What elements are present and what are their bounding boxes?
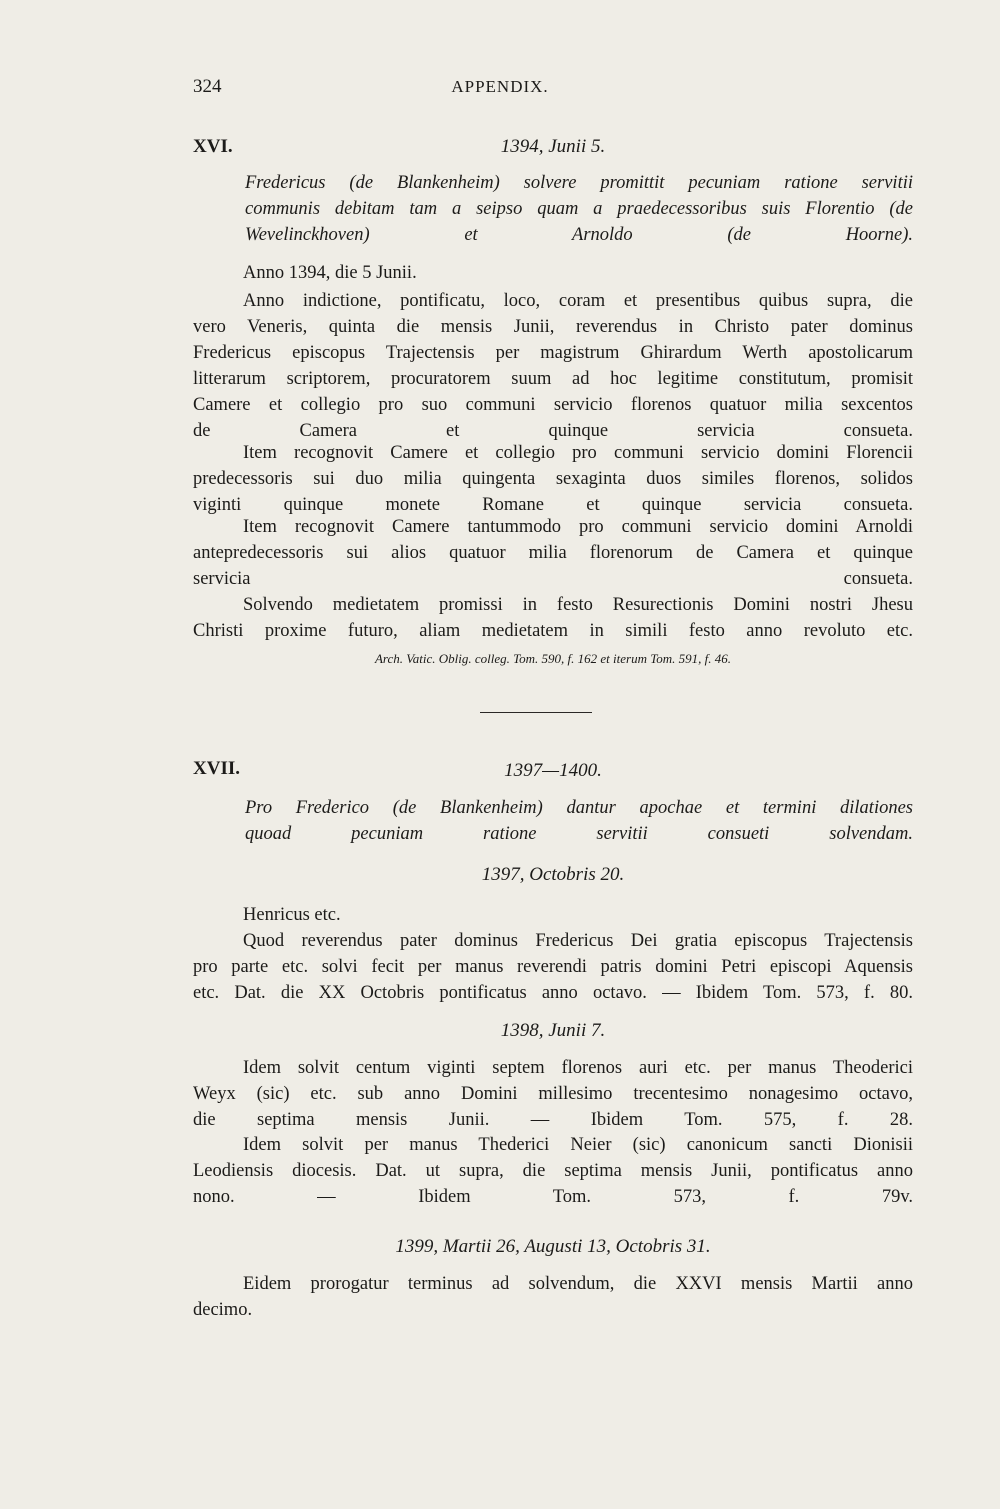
subsection-date-1399: 1399, Martii 26, Augusti 13, Octobris 31. [395,1236,711,1257]
text-line: Quod reverendus pater dominus Fredericus Dei gratia episcopus Trajectensis [243,931,913,951]
text-line: servicia consueta. [193,569,913,589]
text-line: die septima mensis Junii. — Ibidem Tom. 575, f. 28. [193,1110,913,1130]
text-line: Camere et collegio pro suo communi servicio florenos quatuor milia sexcentos [193,395,913,415]
text-line: nono. — Ibidem Tom. 573, f. 79v. [193,1187,913,1207]
text-line: Leodiensis diocesis. Dat. ut supra, die septima mensis Junii, pontificatus anno [193,1161,913,1181]
section-number-xvii: XVII. [193,758,240,779]
text-line: viginti quinque monete Romane et quinque servicia consueta. [193,495,913,515]
subsection-date-1398: 1398, Junii 7. [500,1020,606,1041]
paragraph-eidem [193,1271,913,1323]
text-line: antepredecessoris sui alios quatuor milia florenorum de Camera et quinque [193,543,913,563]
paragraph-solvendo [193,592,913,644]
text-line: Idem solvit per manus Thederici Neier (sic) canonicum sancti Dionisii [243,1135,913,1155]
text-line: communis debitam tam a seipso quam a praedecessoribus suis Florentio (de [245,199,913,219]
text-line: Pro Frederico (de Blankenheim) dantur apochae et termini dilationes [245,798,913,818]
text-line: Fredericus (de Blankenheim) solvere promittit pecuniam ratione servitii [245,173,913,193]
paragraph-promise [193,288,913,444]
paragraph-arnoldi [193,514,913,592]
section-divider [480,712,592,713]
section-number-xvi: XVI. [193,136,233,157]
text-line: Eidem prorogatur terminus ad solvendum, die XXVI mensis Martii anno [243,1274,913,1294]
text-line: quoad pecuniam ratione servitii consueti solvendam. [245,824,913,844]
paragraph-date-line: Anno 1394, die 5 Junii. [243,263,417,283]
text-line: Fredericus episcopus Trajectensis per magistrum Ghirardum Werth apostolicarum [193,343,913,363]
text-line: Item recognovit Camere tantummodo pro communi servicio domini Arnoldi [243,517,913,537]
paragraph-idem-neier [193,1132,913,1210]
text-line: Idem solvit centum viginti septem florenos auri etc. per manus Theoderici [243,1058,913,1078]
text-line: predecessoris sui duo milia quingenta sexaginta duos similes florenos, solidos [193,469,913,489]
section-date-xvi: 1394, Junii 5. [500,136,606,157]
text-line: Item recognovit Camere et collegio pro communi servicio domini Florencii [243,443,913,463]
text-line: Wevelinckhoven) et Arnoldo (de Hoorne). [245,225,913,245]
text-line: Weyx (sic) etc. sub anno Domini millesimo trecentesimo nonagesimo octavo, [193,1084,913,1104]
text-line: decimo. [193,1300,253,1320]
running-title: APPENDIX. [451,77,549,96]
paragraph-henricus: Henricus etc. [243,905,341,925]
text-line: vero Veneris, quinta die mensis Junii, reverendus in Christo pater dominus [193,317,913,337]
text-line: etc. Dat. die XX Octobris pontificatus anno octavo. — Ibidem Tom. 573, f. 80. [193,983,913,1003]
page-number: 324 [193,76,222,97]
text-line: Christi proxime futuro, aliam medietatem in simili festo anno revoluto etc. [193,621,913,641]
paragraph-florencii [193,440,913,518]
text-line: Anno indictione, pontificatu, loco, coram et presentibus quibus supra, die [243,291,913,311]
section-date-xvii: 1397—1400. [504,760,602,781]
source-citation-xvi: Arch. Vatic. Oblig. colleg. Tom. 590, f. 162 et iterum Tom. 591, f. 46. [374,651,732,666]
text-line: Solvendo medietatem promissi in festo Resurectionis Domini nostri Jhesu [243,595,913,615]
summary-xvi [245,170,913,248]
paragraph-quod [193,928,913,1006]
text-line: litterarum scriptorem, procuratorem suum ad hoc legitime constitutum, promisit [193,369,913,389]
summary-xvii [245,795,913,847]
subsection-date-1397: 1397, Octobris 20. [481,864,625,885]
text-line: de Camera et quinque servicia consueta. [193,421,913,441]
paragraph-idem-theoderici [193,1055,913,1133]
text-line: pro parte etc. solvi fecit per manus reverendi patris domini Petri episcopi Aquensis [193,957,913,977]
